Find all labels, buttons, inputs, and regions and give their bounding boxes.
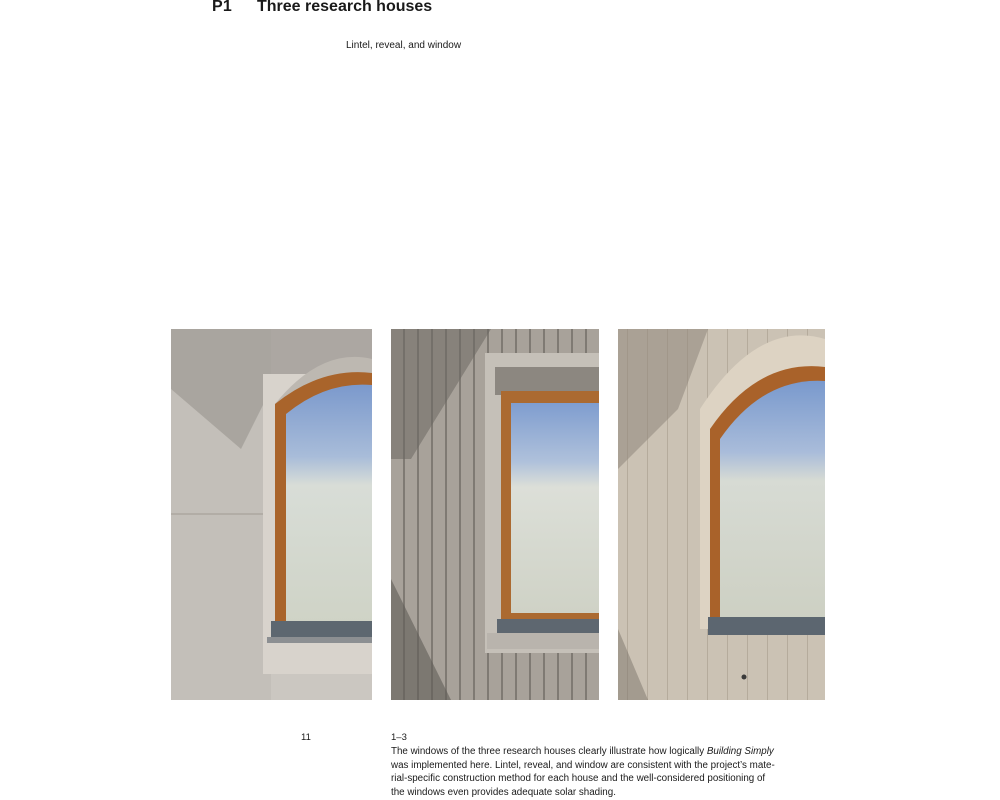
caption-line-1 <box>391 745 831 759</box>
figure-caption <box>391 745 831 800</box>
rectangular-window-timber-wall-photo <box>391 329 599 700</box>
arched-window-concrete-wall-photo <box>171 329 372 700</box>
caption-emphasis: Building Simply <box>706 746 774 757</box>
page-number: 11 <box>301 732 311 743</box>
arched-window-rammed-earth-wall-photo <box>618 329 825 700</box>
caption-line-3: rial-specific construction method for each house and the well-considered positioning of <box>391 773 766 785</box>
photo-concrete-house-window <box>171 329 372 700</box>
photo-timber-house-window <box>391 329 599 700</box>
section-number: P1 <box>212 0 232 15</box>
subheading: Lintel, reveal, and window <box>346 40 462 51</box>
caption-line-2: was implemented here. Lintel, reveal, and window are consistent with the project’s mate- <box>391 759 775 771</box>
section-title: Three research houses <box>257 0 433 15</box>
caption-line-4: the windows even provides adequate solar shading. <box>391 787 616 799</box>
caption-line-1-text: The windows of the three research houses clearly illustrate how logically <box>391 746 707 757</box>
photo-earth-house-window <box>618 329 825 700</box>
figure-range: 1–3 <box>391 732 407 743</box>
